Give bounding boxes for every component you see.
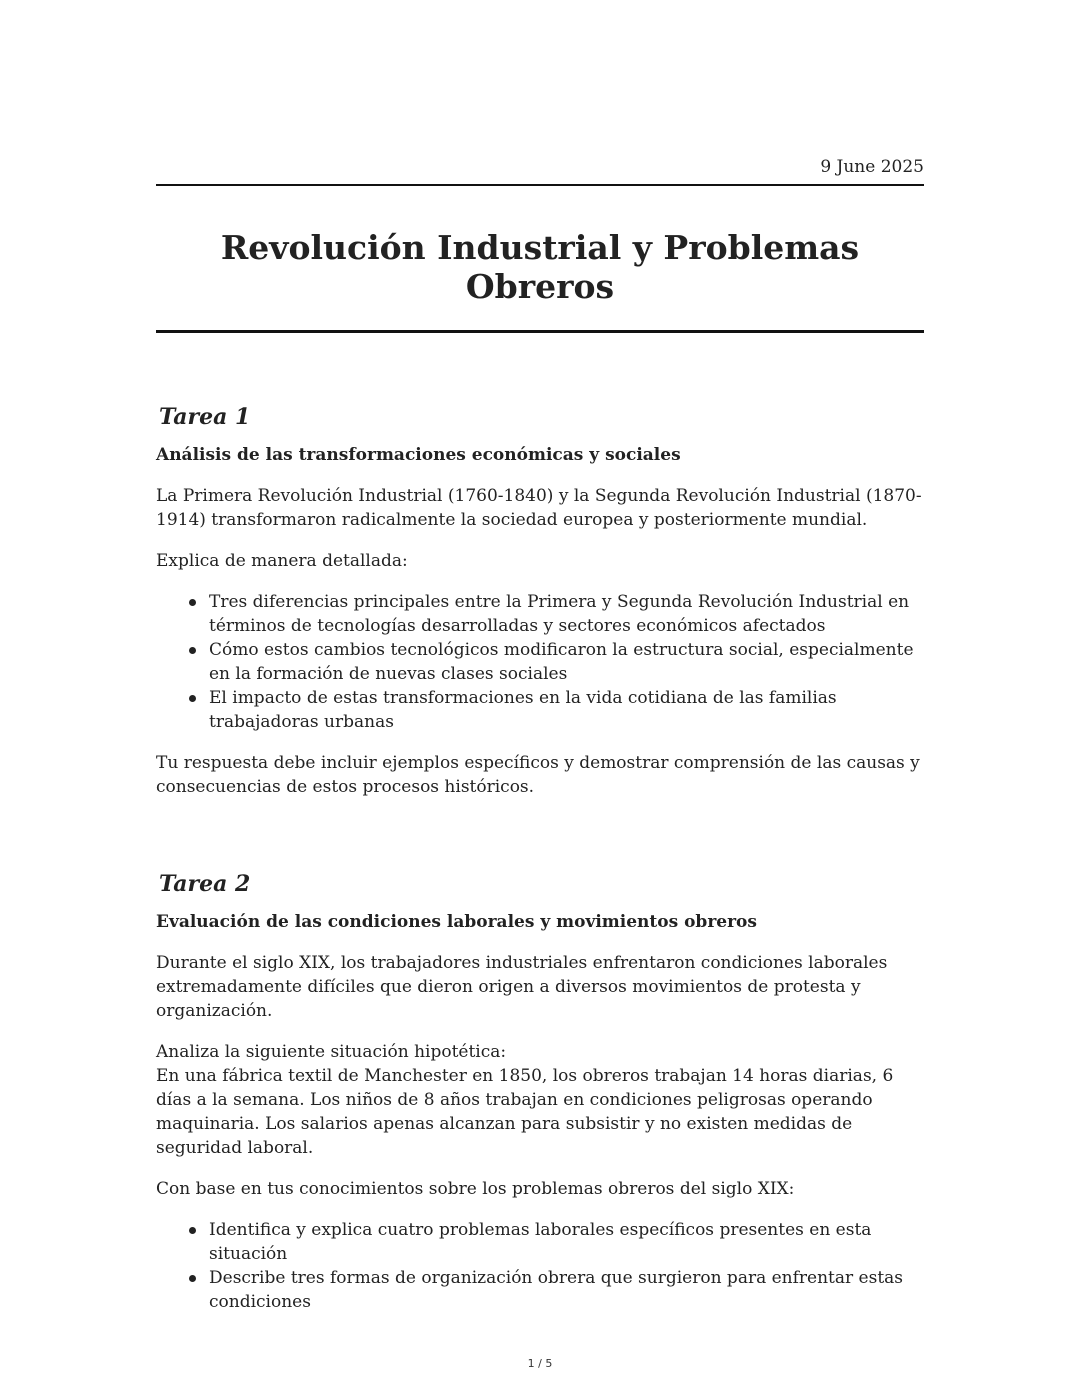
list-item-text: Identifica y explica cuatro problemas laborales específicos presentes en esta situación [209,1220,872,1264]
list-item [209,1266,924,1314]
task-bullet-list [156,1218,924,1314]
task-1-section [156,402,924,799]
task-scenario [156,1040,924,1160]
list-item [209,1218,924,1266]
bullet-icon [189,647,196,654]
task-heading: Tarea 1 [159,404,251,430]
document-date: 9 June 2025 [820,157,924,177]
page-number: 1 / 5 [527,1357,553,1370]
task-intro [156,484,924,532]
list-item [209,686,924,734]
header-divider [156,184,924,186]
scenario-label: Analiza la siguiente situación hipotética: [156,1042,507,1062]
list-item-text: Describe tres formas de organización obrera que surgieron para enfrentar estas condiciones [209,1268,904,1312]
task-heading: Tarea 2 [159,871,251,897]
list-item-text: Tres diferencias principales entre la Primera y Segunda Revolución Industrial en términos de tecnologías desarrolladas y sectores económicos afectados [209,592,910,636]
task-subtitle: Análisis de las transformaciones económicas y sociales [156,445,681,465]
list-item [209,638,924,686]
task-closing: Tu respuesta debe incluir ejemplos específicos y demostrar comprensión de las causas y consecuencias de estos procesos históricos. [156,753,920,797]
task-bullet-list [156,590,924,734]
title-divider [156,330,924,333]
task-intro-line: La Primera Revolución Industrial (1760-1840) y la Segunda Revolución Industrial (1870- [156,486,922,506]
bullet-icon [189,1275,196,1282]
task-intro: Durante el siglo XIX, los trabajadores industriales enfrentaron condiciones laborales extremadamente difíciles que dieron origen a diversos movimientos de protesta y organización. [156,953,888,1021]
task-intro-line: 1914) transformaron radicalmente la sociedad europea y posteriormente mundial. [156,510,868,530]
task-prompt: Explica de manera detallada: [156,551,408,571]
page-title: Revolución Industrial y Problemas Obreros [220,228,860,306]
task-2-section [156,869,924,1314]
list-item-text: Cómo estos cambios tecnológicos modificaron la estructura social, especialmente en la formación de nuevas clases sociales [209,640,914,684]
scenario-text: En una fábrica textil de Manchester en 1850, los obreros trabajan 14 horas diarias, 6 días a la semana. Los niños de 8 años trabajan en condiciones peligrosas operando maquinaria. Los salarios apenas alcanzan para subsistir y no existen medidas de seguridad laboral. [156,1066,894,1158]
bullet-icon [189,599,196,606]
list-item [209,590,924,638]
list-item-text: El impacto de estas transformaciones en la vida cotidiana de las familias trabajadoras urbanas [209,688,837,732]
bullet-icon [189,695,196,702]
task-prompt: Con base en tus conocimientos sobre los problemas obreros del siglo XIX: [156,1179,795,1199]
task-subtitle: Evaluación de las condiciones laborales y movimientos obreros [156,912,757,932]
bullet-icon [189,1227,196,1234]
